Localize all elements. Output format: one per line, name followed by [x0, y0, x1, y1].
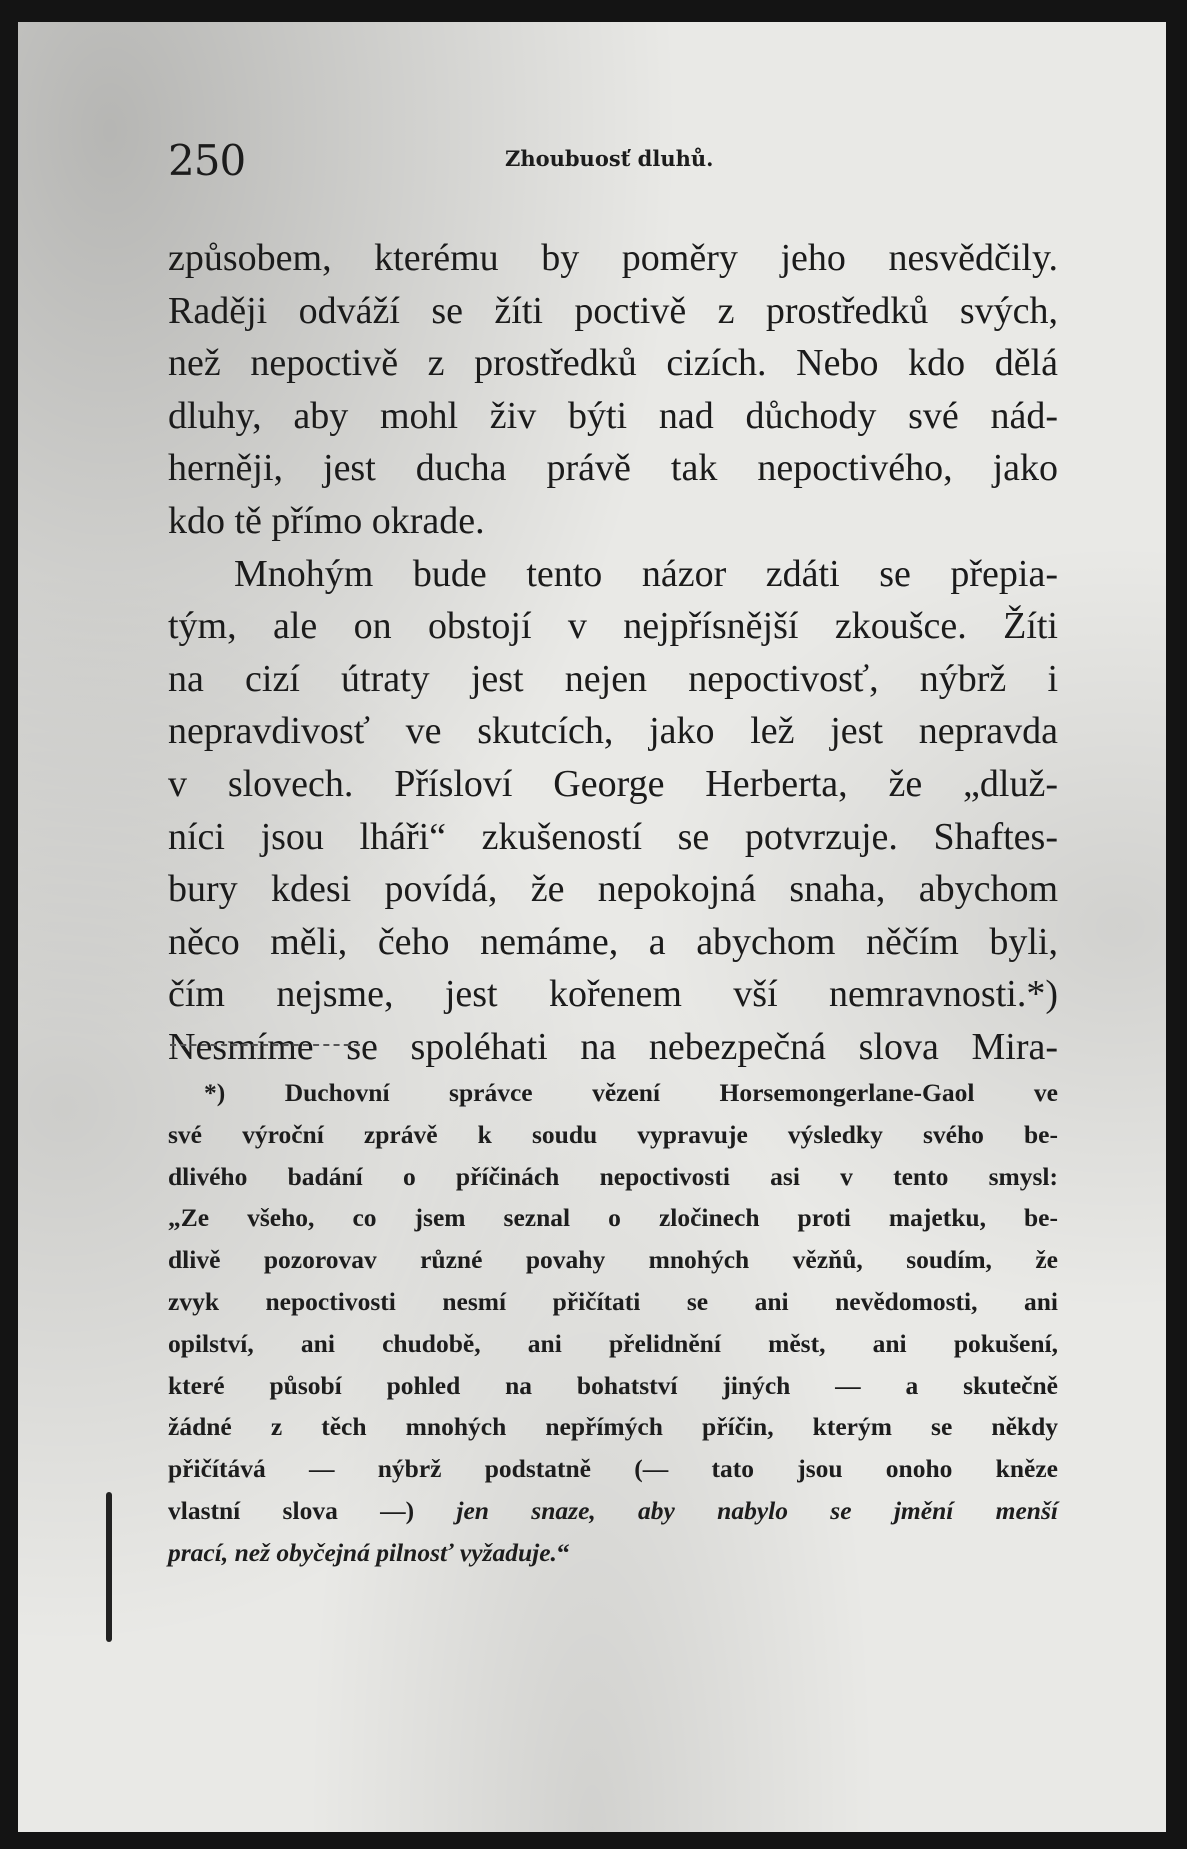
body-line: Mnohým bude tento názor zdáti se přepia-	[234, 552, 1058, 595]
body-line: níci jsou lháři“ zkušeností se potvrzuje. Shaftes-	[168, 815, 1058, 858]
body-line: v slovech. Přísloví George Herberta, že „dluž-	[168, 762, 1058, 805]
footnote-line: které působí pohled na bohatství jiných — a skutečně	[168, 1370, 1058, 1400]
body-line: kdo tě přímo okrade.	[168, 499, 485, 542]
body-line: než nepoctivě z prostředků cizích. Nebo kdo dělá	[168, 342, 1058, 385]
body-line: na cizí útraty jest nejen nepoctivosť, nýbrž i	[168, 657, 1058, 700]
body-line: čím nejsme, jest kořenem vší nemravnosti.*)	[168, 973, 1058, 1016]
footnote-line-mixed	[168, 1490, 1058, 1532]
footnote	[168, 1072, 1058, 1574]
footnote-italic-text: jen snaze, aby nabylo se jmění menší	[456, 1495, 1058, 1525]
footnote-line: „Ze všeho, co jsem seznal o zločinech proti majetku, be-	[168, 1203, 1058, 1233]
footnote-line: přičítává — nýbrž podstatně (— tato jsou onoho kněze	[168, 1454, 1058, 1484]
footnote-line: opilství, ani chudobě, ani přelidnění měst, ani pokušení,	[168, 1328, 1058, 1358]
body-text	[168, 232, 1058, 1074]
footnote-line: dlivého badání o příčinách nepoctivosti asi v tento smysl:	[168, 1161, 1058, 1191]
body-line: Raději odváží se žíti poctivě z prostředků svých,	[168, 289, 1058, 332]
footnote-line-mixed	[168, 1532, 1058, 1574]
body-line: způsobem, kterému by poměry jeho nesvědčily.	[168, 237, 1058, 279]
body-line: tým, ale on obstojí v nejpřísnější zkoušce. Žíti	[168, 605, 1058, 648]
footnote-closing-quote: “	[556, 1537, 570, 1567]
footnote-line: dlivě pozorovav různé povahy mnohých vězňů, soudím, že	[168, 1245, 1058, 1275]
footnote-line: žádné z těch mnohých nepřímých příčin, kterým se někdy	[168, 1412, 1058, 1442]
footnote-plain-text: vlastní slova —)	[168, 1495, 415, 1525]
margin-mark	[106, 1492, 112, 1642]
body-line: herněji, jest ducha právě tak nepoctivého, jako	[168, 447, 1058, 490]
body-line: nepravdivosť ve skutcích, jako lež jest nepravda	[168, 710, 1058, 753]
page-header	[150, 136, 1060, 196]
page-number: 250	[168, 136, 246, 185]
footnote-line: zvyk nepoctivosti nesmí přičítati se ani nevědomosti, ani	[168, 1286, 1058, 1316]
footnote-separator	[170, 1044, 360, 1046]
body-line: bury kdesi povídá, že nepokojná snaha, abychom	[168, 868, 1058, 911]
running-head: Zhoubuosť dluhů.	[505, 146, 714, 171]
footnote-line: své výroční zprávě k soudu vypravuje výsledky svého be-	[168, 1119, 1058, 1149]
body-line: něco měli, čeho nemáme, a abychom něčím byli,	[168, 920, 1058, 963]
footnote-italic-text: prací, než obyčejná pilnosť vyžaduje.	[168, 1537, 557, 1567]
body-line: Nesmíme se spoléhati na nebezpečná slova Mira-	[168, 1025, 1058, 1068]
footnote-line: *) Duchovní správce vězení Horsemongerlane-Gaol ve	[204, 1078, 1058, 1107]
body-line: dluhy, aby mohl živ býti nad důchody své nád-	[168, 394, 1058, 437]
